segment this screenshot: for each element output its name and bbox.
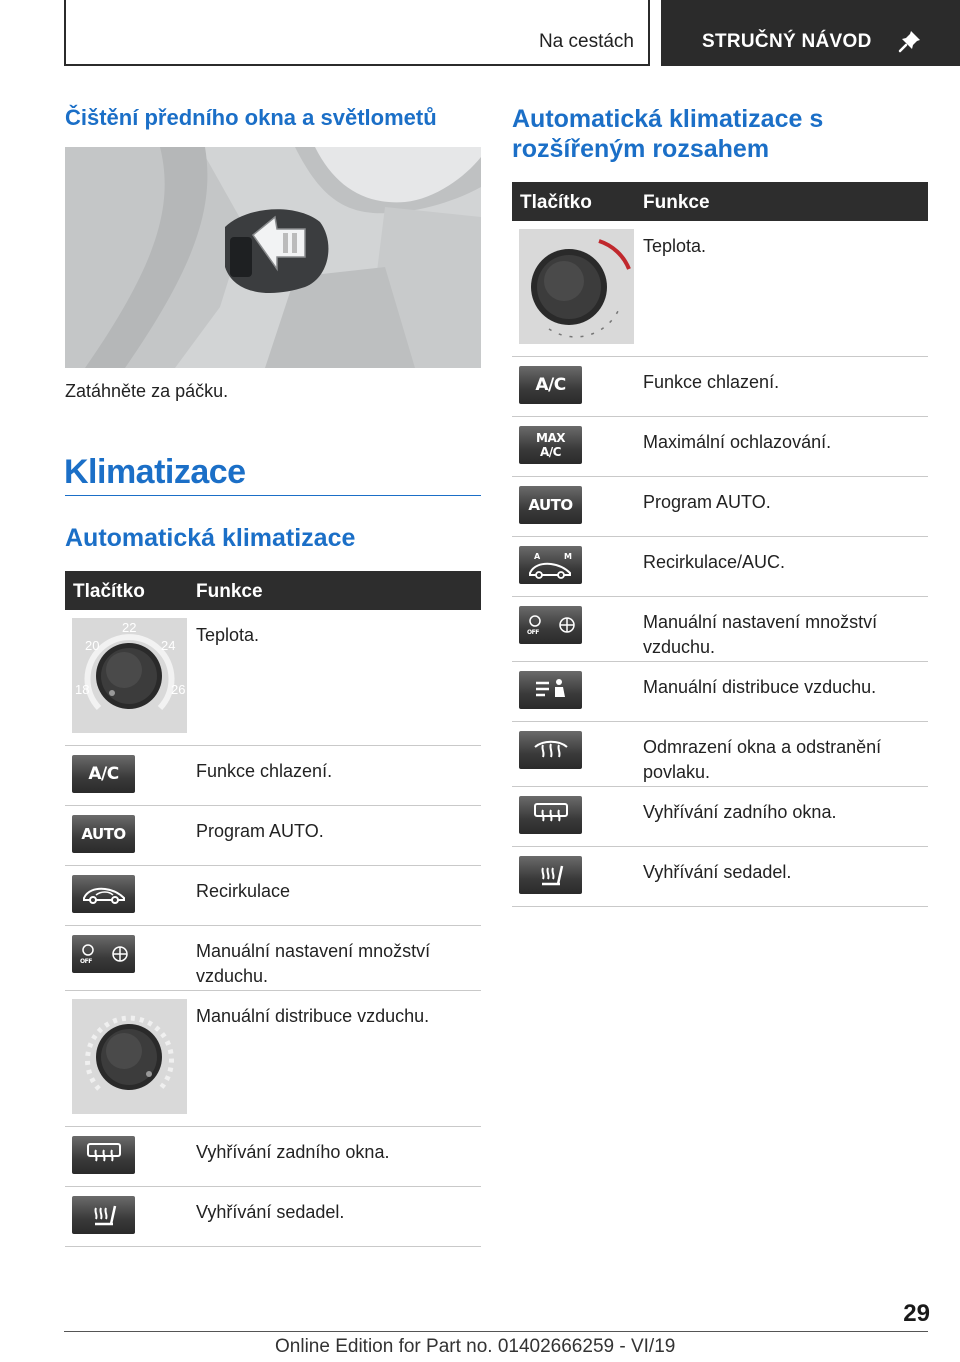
knob-label-20: 20 [85,638,100,653]
footer-rule [64,1331,928,1332]
table-row [65,806,481,866]
photo-caption: Zatáhněte za páčku. [65,381,229,401]
table-row [512,597,928,662]
table-row [512,221,928,357]
table-row [512,357,928,417]
table-row [65,866,481,926]
recirculation-auc-icon [519,546,582,584]
temperature-knob-icon [519,229,634,349]
table-row [65,1127,481,1187]
rear-window-heat-icon [72,1136,135,1174]
header-section-label: Na cestách [538,31,634,52]
auto-button-icon: AUTO [72,815,135,853]
row-text: Funkce chlazení. [643,372,780,392]
footer-edition: Online Edition for Part no. 01402666259 - VI/19 [275,1336,676,1357]
row-text: Maximální ochlazování. [643,432,832,452]
section-title-line2: rozšířeným rozsahem [512,135,770,163]
pin-icon [897,28,923,54]
svg-text:A: A [533,552,540,561]
auto-button-icon: AUTO [519,486,582,524]
table-row [512,847,928,907]
row-text: Vyhřívání sedadel. [196,1202,345,1222]
ac-button-icon: A/C [72,755,135,793]
section-title-line1: Automatická klimatizace s [512,105,824,133]
fan-off-icon [72,935,135,973]
row-text: Manuální nastavení množství vzduchu. [643,612,878,657]
header-guide-box [661,0,960,66]
page-number: 29 [903,1300,930,1327]
header-function: Funkce [643,192,710,213]
table-row [65,1187,481,1247]
chapter-rule [65,495,481,496]
svg-text:OFF: OFF [527,629,540,636]
knob-label-26: 26 [171,682,186,697]
chapter-title: Klimatizace [64,453,246,491]
climate-table [65,571,481,1247]
row-text: Manuální distribuce vzduchu. [643,677,877,697]
row-text: Recirkulace/AUC. [643,552,786,572]
header-function: Funkce [196,581,263,602]
table-row [512,477,928,537]
row-text: Program AUTO. [643,492,771,512]
header-button: Tlačítko [73,581,145,602]
row-text: Funkce chlazení. [196,761,333,781]
header-button: Tlačítko [520,192,592,213]
table-row [512,662,928,722]
air-distribution-knob-icon [72,999,187,1119]
svg-text:OFF: OFF [80,958,93,965]
table-row [65,746,481,806]
knob-label-24: 24 [161,638,176,653]
table-row [65,991,481,1127]
defrost-icon [519,731,582,769]
knob-label-18: 18 [75,682,90,697]
temperature-knob-icon [72,618,187,738]
rear-window-heat-icon [519,796,582,834]
row-text: Odmrazení okna a odstranění povlaku. [643,737,882,782]
header-section-box [64,0,650,66]
header-guide-label: STRUČNÝ NÁVOD [702,31,872,52]
row-text: Teplota. [643,236,707,256]
air-distribution-icon [519,671,582,709]
row-text: Manuální distribuce vzduchu. [196,1006,430,1026]
seat-heat-icon [72,1196,135,1234]
row-text: Manuální nastavení množství vzduchu. [196,941,431,986]
wiper-lever-photo [65,147,481,368]
extended-climate-table [512,182,928,907]
table-row [512,787,928,847]
table-row [65,610,481,746]
section-title-cleaning: Čištění předního okna a světlometů [65,105,437,130]
table-header [512,182,928,221]
table-row [512,722,928,787]
svg-text:M: M [563,552,571,561]
max-label: MAX [536,431,565,445]
ac-button-icon: A/C [519,366,582,404]
table-row [512,537,928,597]
table-row [512,417,928,477]
row-text: Vyhřívání zadního okna. [196,1142,390,1162]
fan-off-icon [519,606,582,644]
recirculation-icon [72,875,135,913]
max-ac-button-icon [519,426,582,464]
table-row [65,926,481,991]
row-text: Vyhřívání sedadel. [643,862,792,882]
section-title-auto-climate: Automatická klimatizace [65,524,356,552]
ac-label: A/C [540,445,561,459]
table-header [65,571,481,610]
knob-label-22: 22 [122,620,137,635]
row-text: Program AUTO. [196,821,324,841]
row-text: Teplota. [196,625,260,645]
seat-heat-icon [519,856,582,894]
section-title-extended [512,104,823,164]
row-text: Recirkulace [196,881,291,901]
row-text: Vyhřívání zadního okna. [643,802,837,822]
